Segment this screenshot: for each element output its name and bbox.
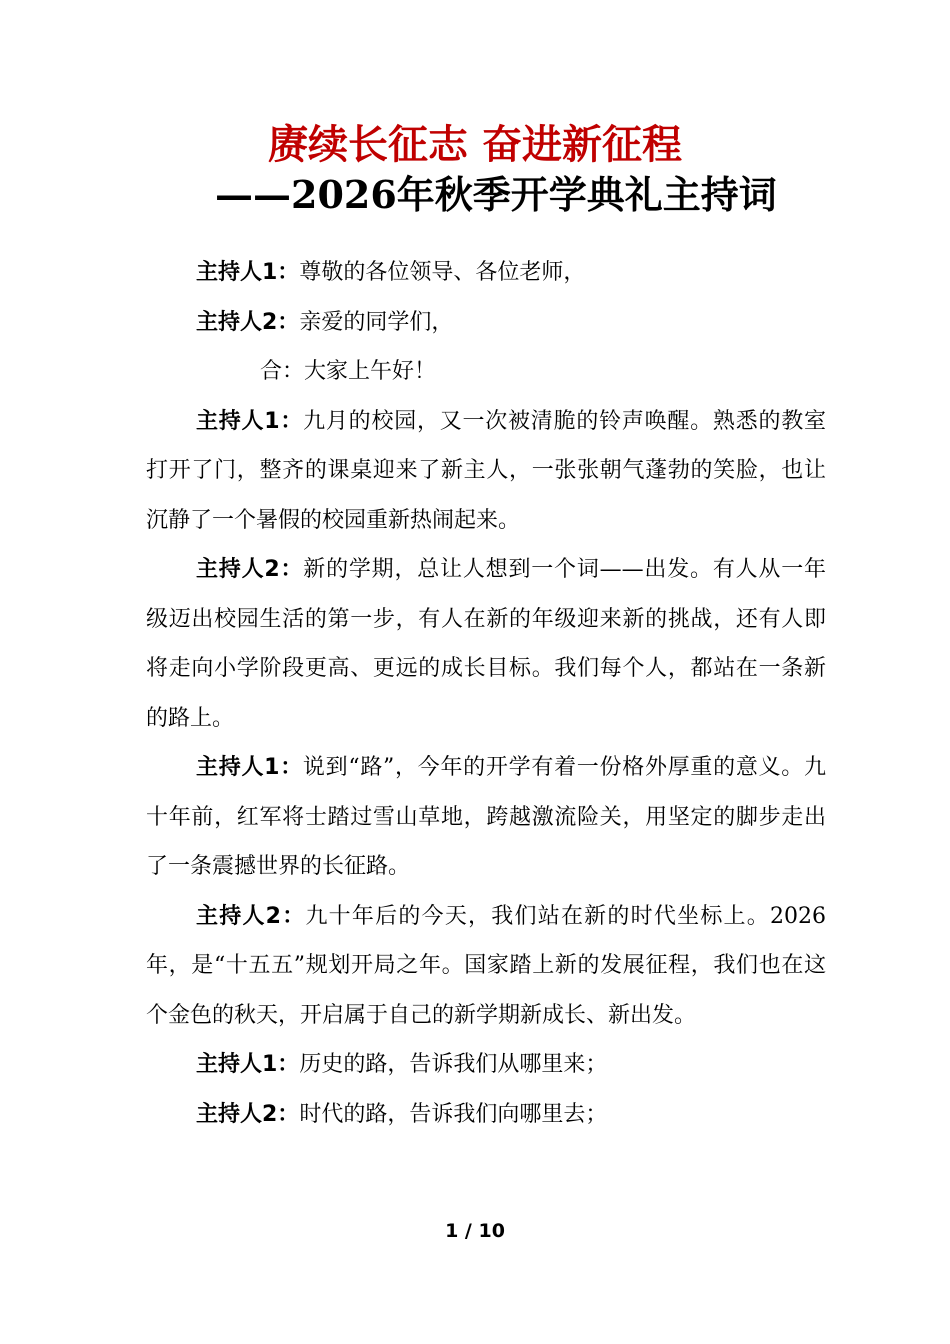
document-body (146, 248, 826, 1139)
speaker-label: 主持人2： (196, 903, 306, 929)
speaker-label: 主持人1： (196, 260, 300, 285)
paragraph (146, 1040, 826, 1090)
speaker-label: 主持人1： (196, 755, 303, 780)
speaker-label: 主持人2： (196, 309, 300, 335)
paragraph-text: 尊敬的各位领导、各位老师， (299, 260, 586, 285)
paragraph (146, 248, 826, 298)
paragraph (146, 545, 826, 743)
speaker-label: 主持人1： (196, 408, 304, 434)
document-title: 赓续长征志 奋进新征程 (268, 121, 682, 168)
paragraph-text: 合：大家上午好！ (260, 359, 437, 384)
speaker-label: 主持人2： (196, 1101, 300, 1127)
page-number: 1 / 10 (445, 1220, 505, 1242)
paragraph (146, 1090, 826, 1140)
paragraph (146, 397, 826, 546)
paragraph-text: 亲爱的同学们， (299, 309, 454, 335)
paragraph (146, 892, 826, 1041)
paragraph (146, 347, 826, 397)
paragraph-text: 历史的路，告诉我们从哪里来； (299, 1052, 608, 1077)
paragraph-text: 新的学期，总让人想到一个词——出发。有人从一年级迈出校园生活的第一步，有人在新的年级迎来新的挑战，还有人即将走向小学阶段更高、更远的成长目标。我们每个人，都站在一条新的路上。 (146, 557, 826, 731)
speaker-label: 主持人2： (196, 557, 304, 582)
paragraph-text: 九月的校园，又一次被清脆的铃声唤醒。熟悉的教室打开了门，整齐的课桌迎来了新主人，一张张朝气蓬勃的笑脸，也让沉静了一个暑假的校园重新热闹起来。 (146, 408, 826, 533)
paragraph (146, 743, 826, 892)
paragraph (146, 298, 826, 348)
paragraph-text: 说到“路”，今年的开学有着一份格外厚重的意义。九十年前，红军将士踏过雪山草地，跨越激流险关，用坚定的脚步走出了一条震撼世界的长征路。 (146, 755, 827, 879)
document-subtitle: ——2026年秋季开学典礼主持词 (215, 172, 777, 217)
speaker-label: 主持人1： (196, 1052, 300, 1077)
paragraph-text: 九十年后的今天，我们站在新的时代坐标上。2026年，是“十五五”规划开局之年。国家踏上新的发展征程，我们也在这个金色的秋天，开启属于自己的新学期新成长、新出发。 (146, 903, 826, 1028)
paragraph-text: 时代的路，告诉我们向哪里去； (299, 1101, 608, 1127)
